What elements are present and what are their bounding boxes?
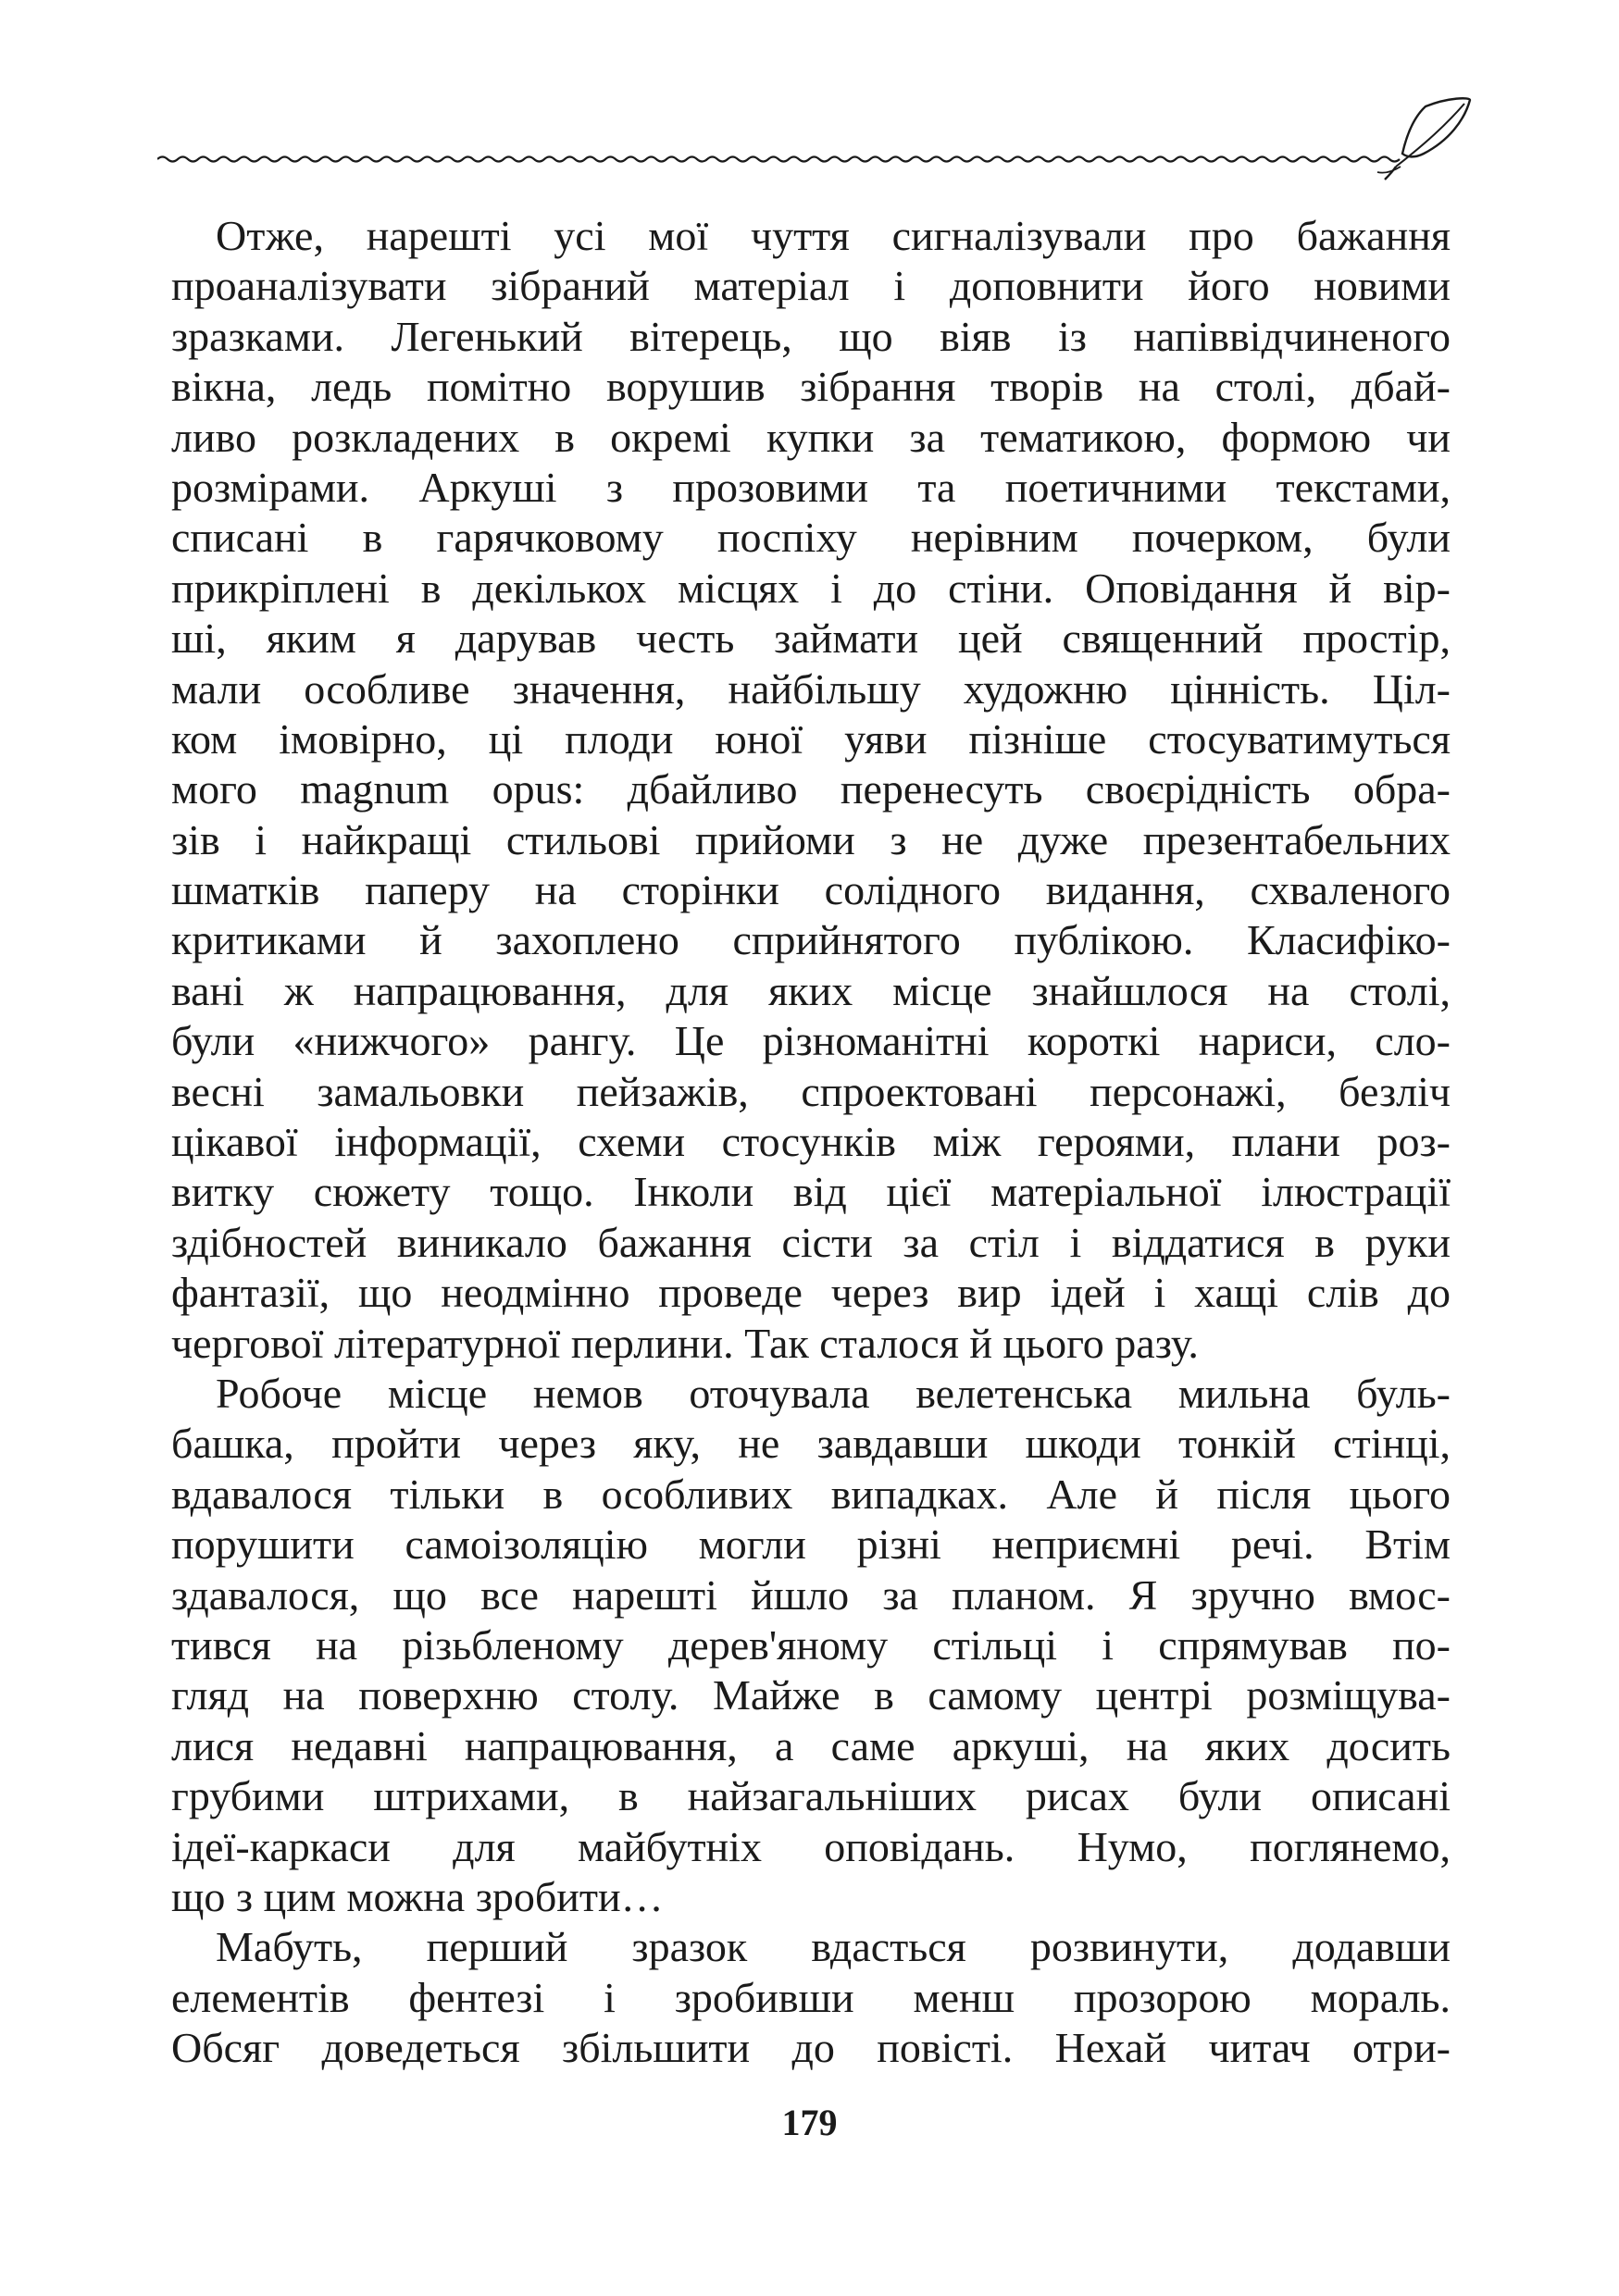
text-line: Мабуть, перший зразок вдасться розвинути, додавши [216,1923,1451,1971]
text-line: проаналізувати зібраний матеріал і доповнити його новими [171,262,1451,310]
text-line: цікавої інформації, схеми стосунків між героями, плани роз- [171,1118,1451,1166]
text-line: мали особливе значення, найбільшу художню цінність. Ціл- [171,664,1451,713]
text-line: грубими штрихами, в найзагальніших рисах були описані [171,1772,1451,1820]
paragraph [171,211,1451,1369]
text-line: башка, пройти через яку, не завдавши шкоди тонкій стінці, [171,1420,1451,1468]
text-line: Обсяг доведеться збільшити до повісті. Нехай читач отри- [171,2024,1451,2072]
text-line: Робоче місце немов оточувала велетенська мильна буль- [216,1369,1451,1417]
text-line: ші, яким я дарував честь займати цей священний простір, [171,614,1451,663]
text-line: розмірами. Аркуші з прозовими та поетичними текстами, [171,463,1451,511]
text-line: вікна, ледь помітно ворушив зібрання творів на столі, дбай- [171,363,1451,411]
paragraph [171,1922,1451,2073]
text-line: шматків паперу на сторінки солідного видання, схваленого [171,866,1451,914]
text-line: ливо розкладених в окремі купки за тематикою, формою чи [171,413,1451,461]
text-line: мого magnum opus: дбайливо перенесуть своєрідність обра- [171,765,1451,813]
text-line: що з цим можна зробити… [171,1872,664,1920]
page-number: 179 [781,2102,838,2143]
text-line: витку сюжету тощо. Інколи від цієї матеріальної ілюстрації [171,1168,1451,1216]
text-line: зів і найкращі стильові прийоми з не дуже презентабельних [171,815,1451,863]
header-wavy-rule [157,93,1472,204]
paragraph [171,1369,1451,1922]
text-line: вані ж напрацювання, для яких місце знайшлося на столі, [171,966,1451,1014]
text-line: гляд на поверхню столу. Майже в самому центрі розміщува- [171,1671,1451,1719]
text-line: зразками. Легенький вітерець, що віяв із напіввідчиненого [171,312,1451,360]
text-line: були «нижчого» рангу. Це різноманітні короткі нариси, сло- [171,1017,1451,1065]
text-line: фантазії, що неодмінно проведе через вир ідей і хащі слів до [171,1269,1451,1317]
text-line: вдавалося тільки в особливих випадках. Але й після цього [171,1470,1451,1518]
body-text [171,211,1451,2073]
feather-quill-icon [1377,98,1470,180]
text-line: ком імовірно, ці плоди юної уяви пізніше стосуватимуться [171,714,1451,763]
text-line: порушити самоізоляцію могли різні неприємні речі. Втім [171,1520,1451,1569]
text-line: критиками й захоплено сприйнятого публікою. Класифіко- [171,916,1451,964]
text-line: здібностей виникало бажання сісти за стіл і віддатися в руки [171,1218,1451,1266]
text-line: тився на різьбленому дерев'яному стільці і спрямував по- [171,1620,1451,1669]
text-line: чергової літературної перлини. Так сталося й цього разу. [171,1319,1199,1367]
text-line: лися недавні напрацювання, а саме аркуші, на яких досить [171,1721,1451,1769]
text-line: елементів фентезі і зробивши менш прозорою мораль. [171,1973,1451,2021]
text-line: здавалося, що все нарешті йшло за планом. Я зручно вмос- [171,1570,1451,1619]
text-line: Отже, нарешті усі мої чуття сигналізували про бажання [216,212,1451,259]
text-line: прикріплені в декількох місцях і до стіни. Оповідання й вір- [171,564,1451,612]
text-line: списані в гарячковому поспіху нерівним почерком, були [171,514,1451,562]
wavy-line [157,157,1400,162]
text-line: ідеї-каркаси для майбутніх оповідань. Нумо, поглянемо, [171,1822,1451,1870]
text-line: весні замальовки пейзажів, спроектовані персонажі, безліч [171,1067,1451,1115]
